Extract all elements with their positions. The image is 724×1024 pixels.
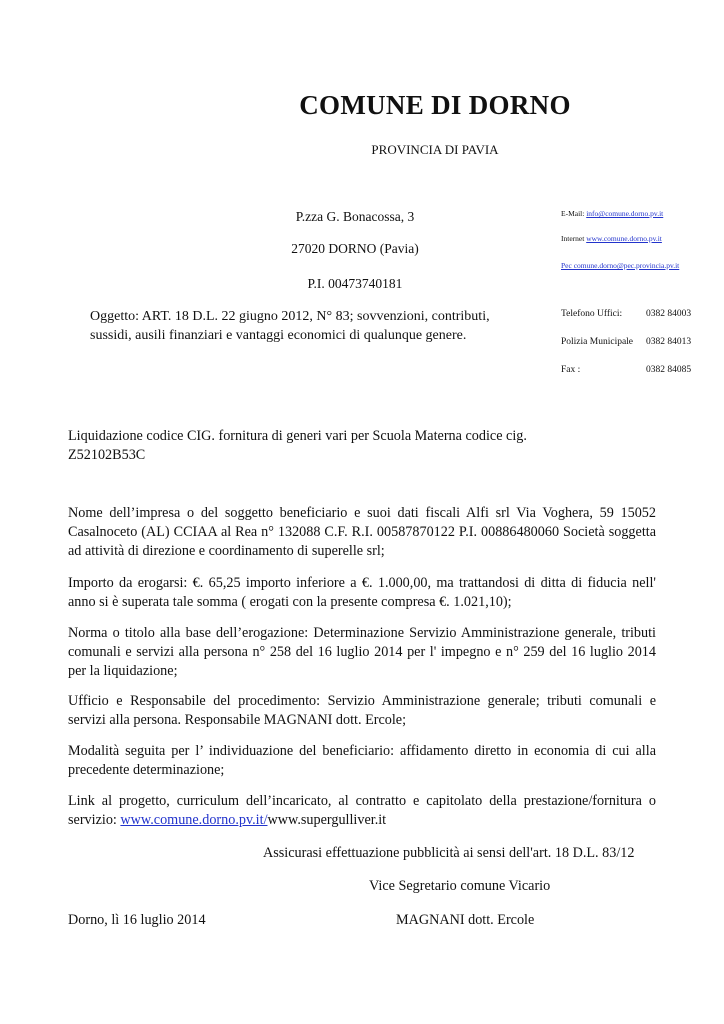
method-paragraph: Modalità seguita per l’ individuazione del beneficiario: affidamento diretto in economia di cui alla precedente determinazione; bbox=[68, 743, 656, 778]
norm-paragraph: Norma o titolo alla base dell’erogazione: Determinazione Servizio Amministrazione generale, tributi comunali e servizi alla persona n° 258 del 16 luglio 2014 per l' impegno e n° 259 del 16 luglio 2014 per la liquidazione; bbox=[68, 625, 656, 679]
liquidation-block bbox=[68, 427, 656, 465]
internet-label: Internet bbox=[561, 234, 587, 243]
phone-label-offices: Telefono Uffici: bbox=[561, 309, 623, 319]
publication-note: Assicurasi effettuazione pubblicità ai sensi dell'art. 18 D.L. 83/12 bbox=[263, 845, 635, 861]
office-paragraph: Ufficio e Responsabile del procedimento: Servizio Amministrazione generale; tributi comunali e servizi alla persona. Responsabile MAGNANI dott. Ercole; bbox=[68, 693, 656, 728]
address-city: 27020 DORNO (Pavia) bbox=[291, 241, 419, 256]
subject-line-1: Oggetto: ART. 18 D.L. 22 giugno 2012, N° 83; sovvenzioni, contributi, bbox=[90, 309, 490, 324]
liquidation-line-2: Z52102B53C bbox=[68, 447, 146, 463]
province-name: PROVINCIA DI PAVIA bbox=[371, 142, 499, 157]
pec-link[interactable]: Pec comune.dorno@pec.provincia.pv.it bbox=[561, 261, 680, 270]
internet-line bbox=[561, 234, 662, 243]
beneficiary-paragraph: Nome dell’impresa o del soggetto beneficiario e suoi dati fiscali Alfi srl Via Voghera, 59 15052 Casalnoceto (AL) CCIAA al Rea n° 132088 C.F. R.I. 00587870122 P.I. 00886480060 Società soggetta ad attività di direzione e coordinamento di superelle srl; bbox=[68, 505, 656, 559]
project-link[interactable]: www.comune.dorno.pv.it/ bbox=[120, 812, 268, 828]
place-date: Dorno, lì 16 luglio 2014 bbox=[68, 912, 206, 928]
vat-number: P.I. 00473740181 bbox=[307, 276, 403, 291]
liquidation-line-1: Liquidazione codice CIG. fornitura di generi vari per Scuola Materna codice cig. bbox=[68, 428, 527, 444]
link-rest: www.supergulliver.it bbox=[267, 812, 387, 828]
municipality-title: COMUNE DI DORNO bbox=[299, 90, 571, 120]
phone-label-fax: Fax : bbox=[561, 365, 581, 375]
amount-paragraph: Importo da erogarsi: €. 65,25 importo inferiore a €. 1.000,00, ma trattandosi di ditta di fiducia nell' anno si è superata tale somma ( erogati con la presente compresa €. 1.021,10); bbox=[68, 575, 656, 610]
subject-block bbox=[90, 307, 515, 345]
phone-value-fax: 0382 84085 bbox=[646, 365, 692, 375]
internet-link[interactable]: www.comune.dorno.pv.it bbox=[586, 234, 662, 243]
phone-value-offices: 0382 84003 bbox=[646, 309, 692, 319]
link-intro: Link al progetto, curriculum dell’incaricato, al contratto e capitolato della prestazione/fornitura o servizio: bbox=[68, 793, 656, 828]
email-link[interactable]: info@comune.dorno.pv.it bbox=[586, 209, 664, 218]
address-street: P.zza G. Bonacossa, 3 bbox=[295, 209, 415, 224]
email-line bbox=[561, 209, 663, 218]
phone-value-police: 0382 84013 bbox=[646, 337, 692, 347]
subject-line-2: sussidi, ausili finanziari e vantaggi economici di qualunque genere. bbox=[90, 328, 467, 343]
signatory-name: MAGNANI dott. Ercole bbox=[396, 912, 535, 928]
signatory-role: Vice Segretario comune Vicario bbox=[369, 878, 551, 894]
email-label: E-Mail: bbox=[561, 209, 587, 218]
phone-label-police: Polizia Municipale bbox=[561, 337, 634, 347]
link-paragraph bbox=[68, 792, 656, 830]
pec-line bbox=[561, 261, 679, 270]
